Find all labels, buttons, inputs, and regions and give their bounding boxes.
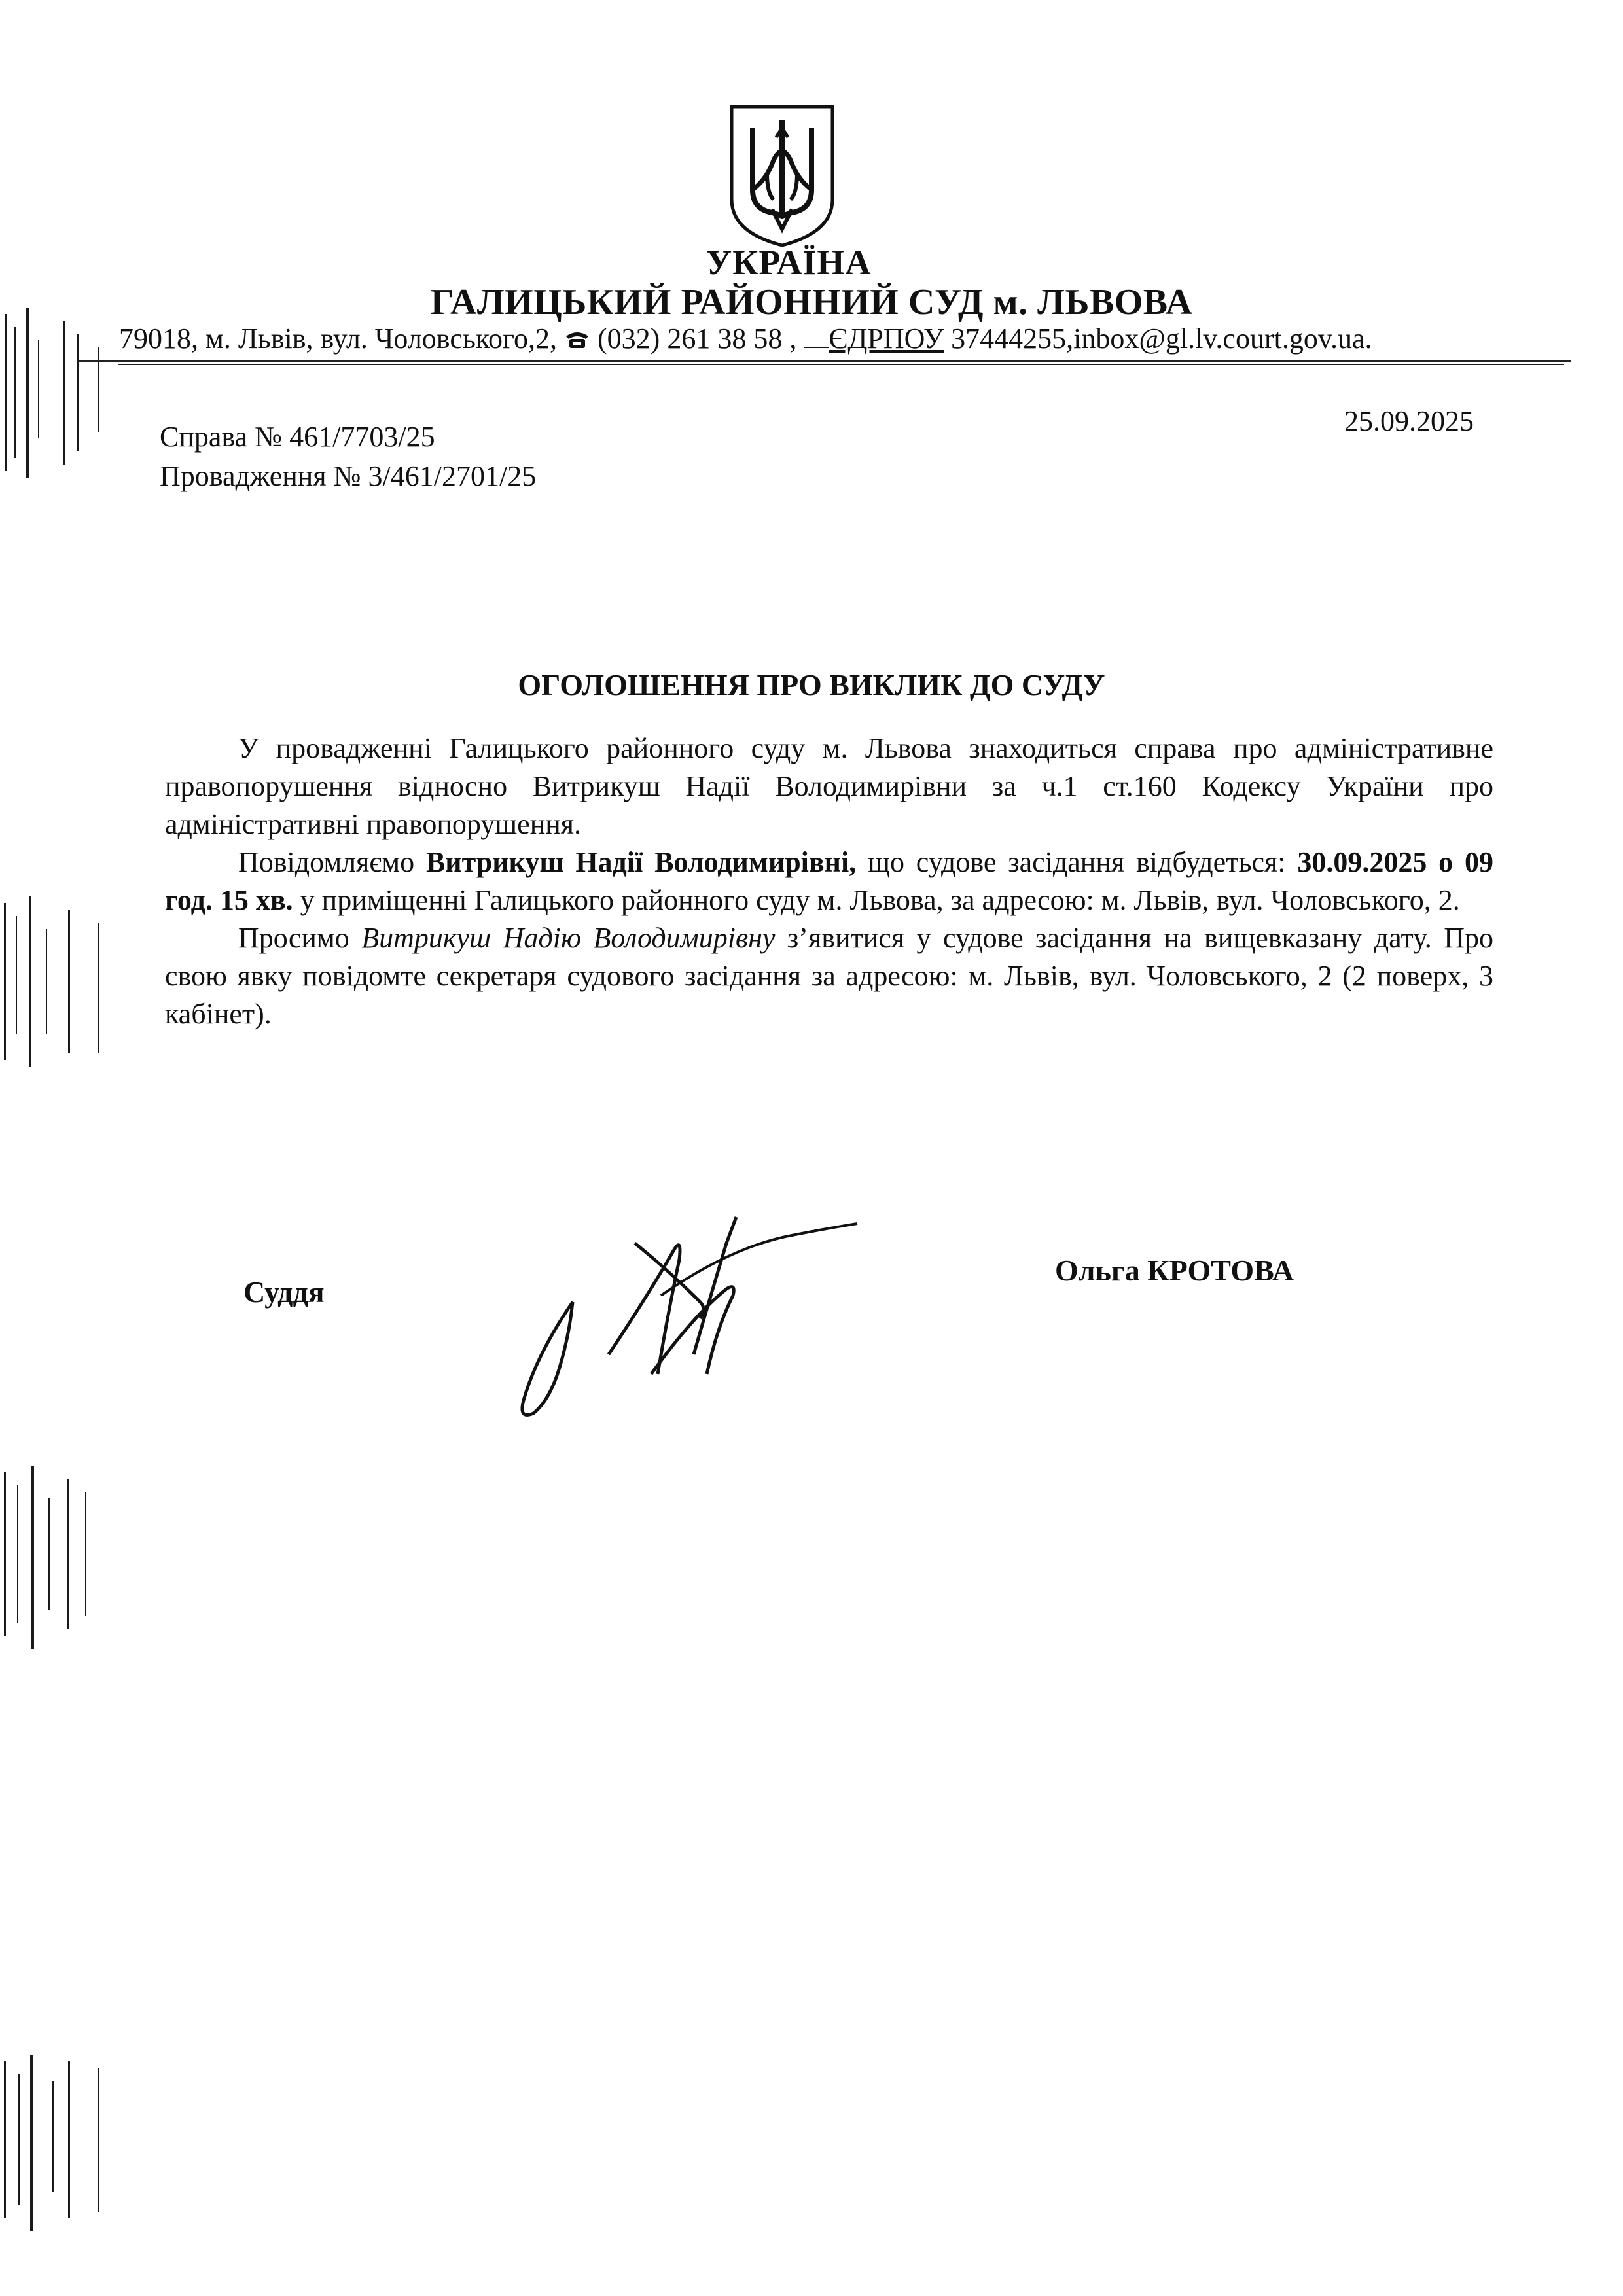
coat-of-arms-icon bbox=[726, 101, 838, 249]
underline-gap bbox=[804, 325, 829, 348]
document-body bbox=[165, 730, 1493, 1033]
judge-role: Суддя bbox=[243, 1275, 325, 1309]
header-rule-secondary bbox=[118, 364, 1564, 365]
edrpou-email: 37444255,inbox@gl.lv.court.gov.ua. bbox=[944, 323, 1372, 355]
defendant-name-bold: Витрикуш Надії Володимирівні, bbox=[425, 846, 857, 878]
court-phone: (032) 261 38 58 , bbox=[597, 323, 797, 355]
case-info bbox=[160, 417, 536, 496]
text-run: у приміщенні Галицького районного суду м. Львова, за адресою: м. Львів, вул. Чоловського, 2. bbox=[293, 884, 1460, 916]
text-run: Повідомляємо bbox=[238, 846, 426, 878]
paragraph-case: У провадженні Галицького районного суду м. Львова знаходиться справа про адміністративне правопорушення відносно Витрикуш Надії Володимирівни за ч.1 ст.160 Кодексу України про адміністративні правопорушення. bbox=[165, 732, 1493, 840]
judge-name: Ольга КРОТОВА bbox=[1055, 1254, 1294, 1287]
document-title: ОГОЛОШЕННЯ ПРО ВИКЛИК ДО СУДУ bbox=[518, 668, 1105, 701]
defendant-name-italic: Витрикуш Надію Володимирівну bbox=[361, 922, 776, 954]
edrpou-label: ЄДРПОУ bbox=[829, 323, 944, 355]
court-address: 79018, м. Львів, вул. Чоловського,2, bbox=[119, 323, 565, 355]
country-name: УКРАЇНА bbox=[705, 243, 872, 282]
text-run: що судове засідання відбудеться: bbox=[856, 846, 1298, 878]
text-run: з’явитися у судове засідання на вищевказану дату. Про свою явку повідомте секретаря судового засідання за адресою: м. Львів, вул. Чоловського, 2 (2 поверх, 3 кабінет). bbox=[165, 922, 1494, 1030]
handwritten-signature bbox=[510, 1204, 864, 1426]
court-contacts bbox=[119, 322, 1559, 355]
paragraph-hearing bbox=[165, 843, 1493, 919]
paragraph-request bbox=[165, 919, 1493, 1033]
text-run: Просимо bbox=[238, 922, 362, 954]
hearing-datetime: 30.09.2025 о 09 год. 15 хв. bbox=[165, 846, 1494, 916]
proceeding-number: Провадження № 3/461/2701/25 bbox=[160, 460, 537, 492]
document-date: 25.09.2025 bbox=[1344, 405, 1474, 437]
phone-icon bbox=[564, 330, 590, 349]
court-name: ГАЛИЦЬКИЙ РАЙОННИЙ СУД м. ЛЬВОВА bbox=[430, 282, 1193, 323]
case-number: Справа № 461/7703/25 bbox=[160, 421, 435, 453]
header-rule bbox=[79, 360, 1571, 362]
